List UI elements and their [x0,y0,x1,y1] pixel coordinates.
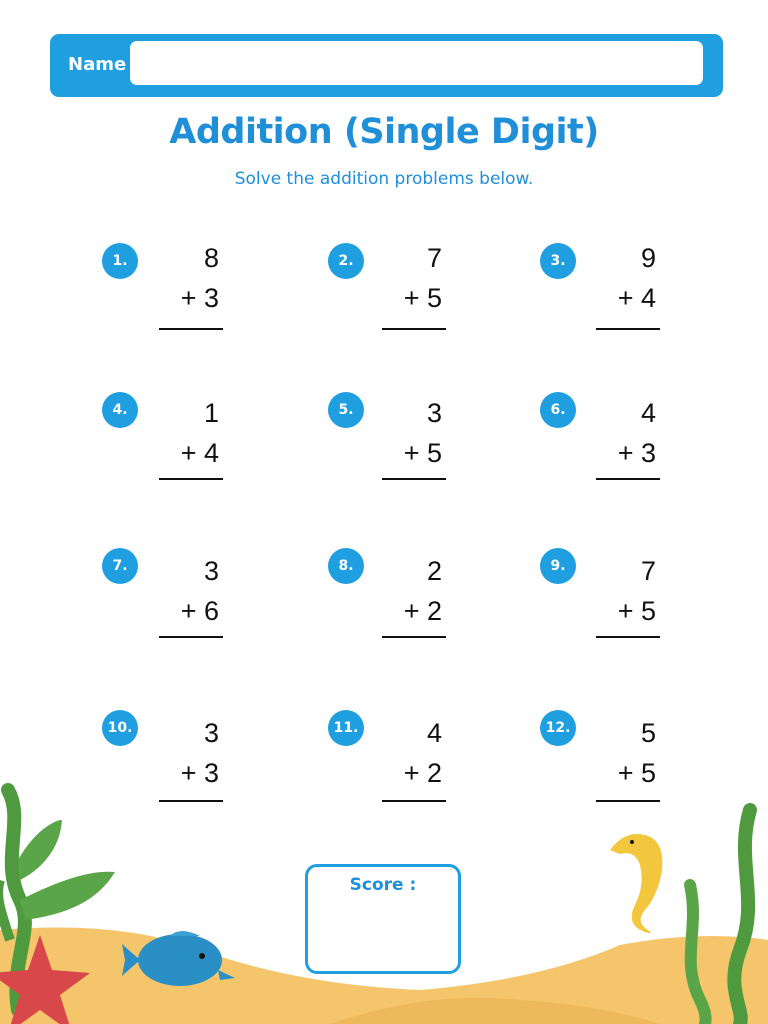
problem-number-badge: 9. [540,548,576,584]
score-box[interactable] [305,864,461,974]
bottom-addend: + 2 [403,758,442,788]
answer-line[interactable] [159,328,223,330]
problem-number-badge: 5. [328,392,364,428]
top-addend: 4 [640,398,656,428]
seaweed-left-icon [0,790,115,1010]
problem-number-badge: 1. [102,243,138,279]
answer-line[interactable] [159,478,223,480]
name-label: Name [68,54,127,75]
answer-line[interactable] [159,800,223,802]
starfish-icon [0,935,90,1024]
bottom-addend: + 5 [403,438,442,468]
top-addend: 5 [640,718,656,748]
bottom-addend: + 3 [180,758,219,788]
fish-icon [122,931,235,986]
answer-line[interactable] [382,636,446,638]
problem-number-badge: 8. [328,548,364,584]
top-addend: 7 [640,556,656,586]
name-field[interactable] [130,41,703,85]
top-addend: 8 [203,243,219,273]
seahorse-icon [610,834,662,933]
answer-line[interactable] [596,636,660,638]
problem-number-badge: 4. [102,392,138,428]
bottom-addend: + 3 [617,438,656,468]
answer-line[interactable] [159,636,223,638]
problem-number-badge: 10. [102,710,138,746]
problem-number-badge: 7. [102,548,138,584]
bottom-addend: + 6 [180,596,219,626]
problem-number-badge: 12. [540,710,576,746]
top-addend: 2 [426,556,442,586]
bottom-addend: + 2 [403,596,442,626]
answer-line[interactable] [596,478,660,480]
top-addend: 3 [426,398,442,428]
page-subtitle: Solve the addition problems below. [234,169,534,189]
answer-line[interactable] [382,328,446,330]
bottom-addend: + 4 [617,283,656,313]
answer-line[interactable] [596,328,660,330]
page-title: Addition (Single Digit) [169,112,599,152]
bottom-addend: + 5 [617,758,656,788]
problem-number-badge: 6. [540,392,576,428]
problem-number-badge: 11. [328,710,364,746]
bottom-addend: + 5 [617,596,656,626]
problem-number-badge: 2. [328,243,364,279]
top-addend: 3 [203,718,219,748]
bottom-addend: + 5 [403,283,442,313]
bottom-addend: + 4 [180,438,219,468]
bottom-addend: + 3 [180,283,219,313]
top-addend: 3 [203,556,219,586]
answer-line[interactable] [596,800,660,802]
seaweed-right-icon [690,810,750,1024]
top-addend: 9 [640,243,656,273]
top-addend: 7 [426,243,442,273]
answer-line[interactable] [382,800,446,802]
answer-line[interactable] [382,478,446,480]
score-label: Score : [349,875,417,895]
top-addend: 1 [203,398,219,428]
problem-number-badge: 3. [540,243,576,279]
top-addend: 4 [426,718,442,748]
name-bar [50,34,723,97]
